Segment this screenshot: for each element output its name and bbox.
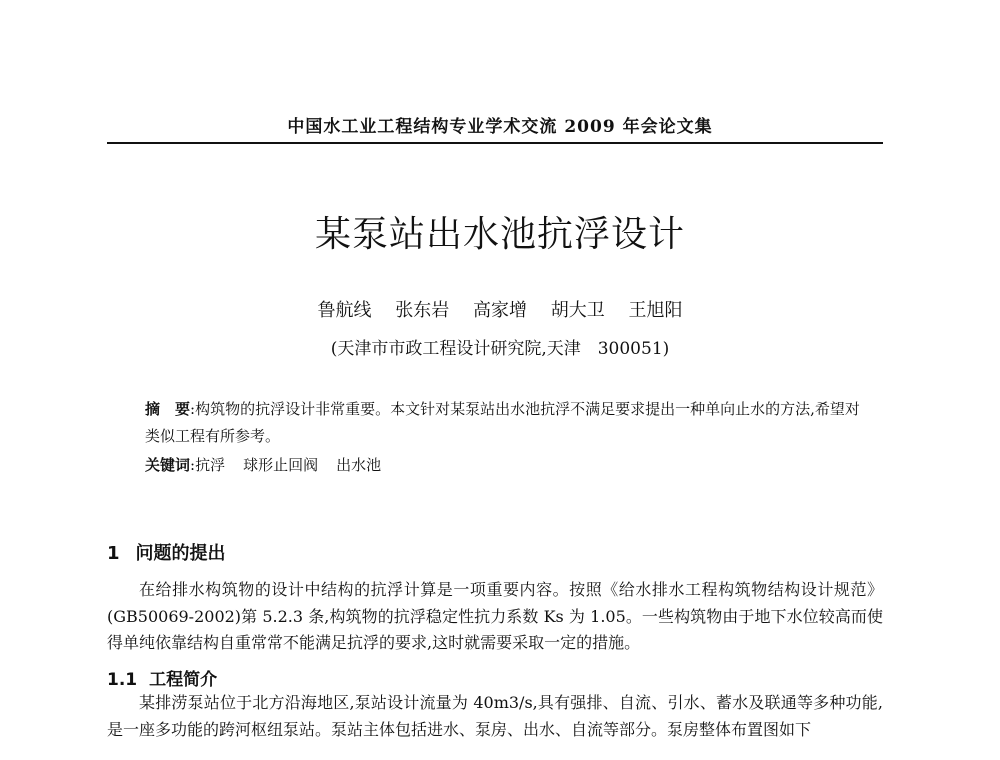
- abstract: [145, 396, 865, 450]
- keywords-separator: :: [190, 456, 196, 474]
- author: 胡大卫: [550, 300, 605, 321]
- keyword: 抗浮: [195, 456, 226, 474]
- section-heading: [107, 539, 226, 565]
- section-title: 问题的提出: [135, 543, 226, 564]
- author-list: [0, 296, 1000, 322]
- body-paragraph: 在给排水构筑物的设计中结构的抗浮计算是一项重要内容。按照《给水排水工程构筑物结构设计规范》(GB50069-2002)第 5.2.3 条,构筑物的抗浮稳定性抗力系数 Ks 为 1.05。一些构筑物由于地下水位较高而使得单纯依靠结构自重常常不能满足抗浮的要求,这时就需要采取一定的措施。: [107, 580, 883, 652]
- author: 鲁航线: [317, 300, 372, 321]
- running-header: 中国水工业工程结构专业学术交流 2009 年会论文集: [287, 117, 713, 137]
- keywords-label: 关键词: [145, 456, 191, 474]
- body-paragraph: 某排涝泵站位于北方沿海地区,泵站设计流量为 40m3/s,具有强排、自流、引水、蓄水及联通等多种功能,是一座多功能的跨河枢纽泵站。泵站主体包括进水、泵房、出水、自流等部分。泵房整体布置图如下: [107, 693, 883, 739]
- author: 张东岩: [395, 300, 450, 321]
- subsection-heading: [107, 665, 217, 690]
- author: 高家增: [473, 300, 527, 321]
- abstract-text: :构筑物的抗浮设计非常重要。本文针对某泵站出水池抗浮不满足要求提出一种单向止水的方法,希望对类似工程有所参考。: [145, 400, 860, 445]
- section-number: 1: [107, 543, 120, 564]
- affiliation: (天津市市政工程设计研究院,天津 300051): [330, 339, 670, 359]
- paper-title: 某泵站出水池抗浮设计: [314, 214, 685, 255]
- header-rule: [107, 142, 883, 144]
- keyword: 球形止回阀: [243, 456, 319, 474]
- subsection-number: 1.1: [107, 670, 138, 690]
- abstract-label: 摘 要: [145, 400, 191, 418]
- keywords: [145, 454, 399, 475]
- subsection-title: 工程简介: [149, 670, 218, 690]
- keyword: 出水池: [336, 456, 382, 474]
- author: 王旭阳: [628, 300, 683, 321]
